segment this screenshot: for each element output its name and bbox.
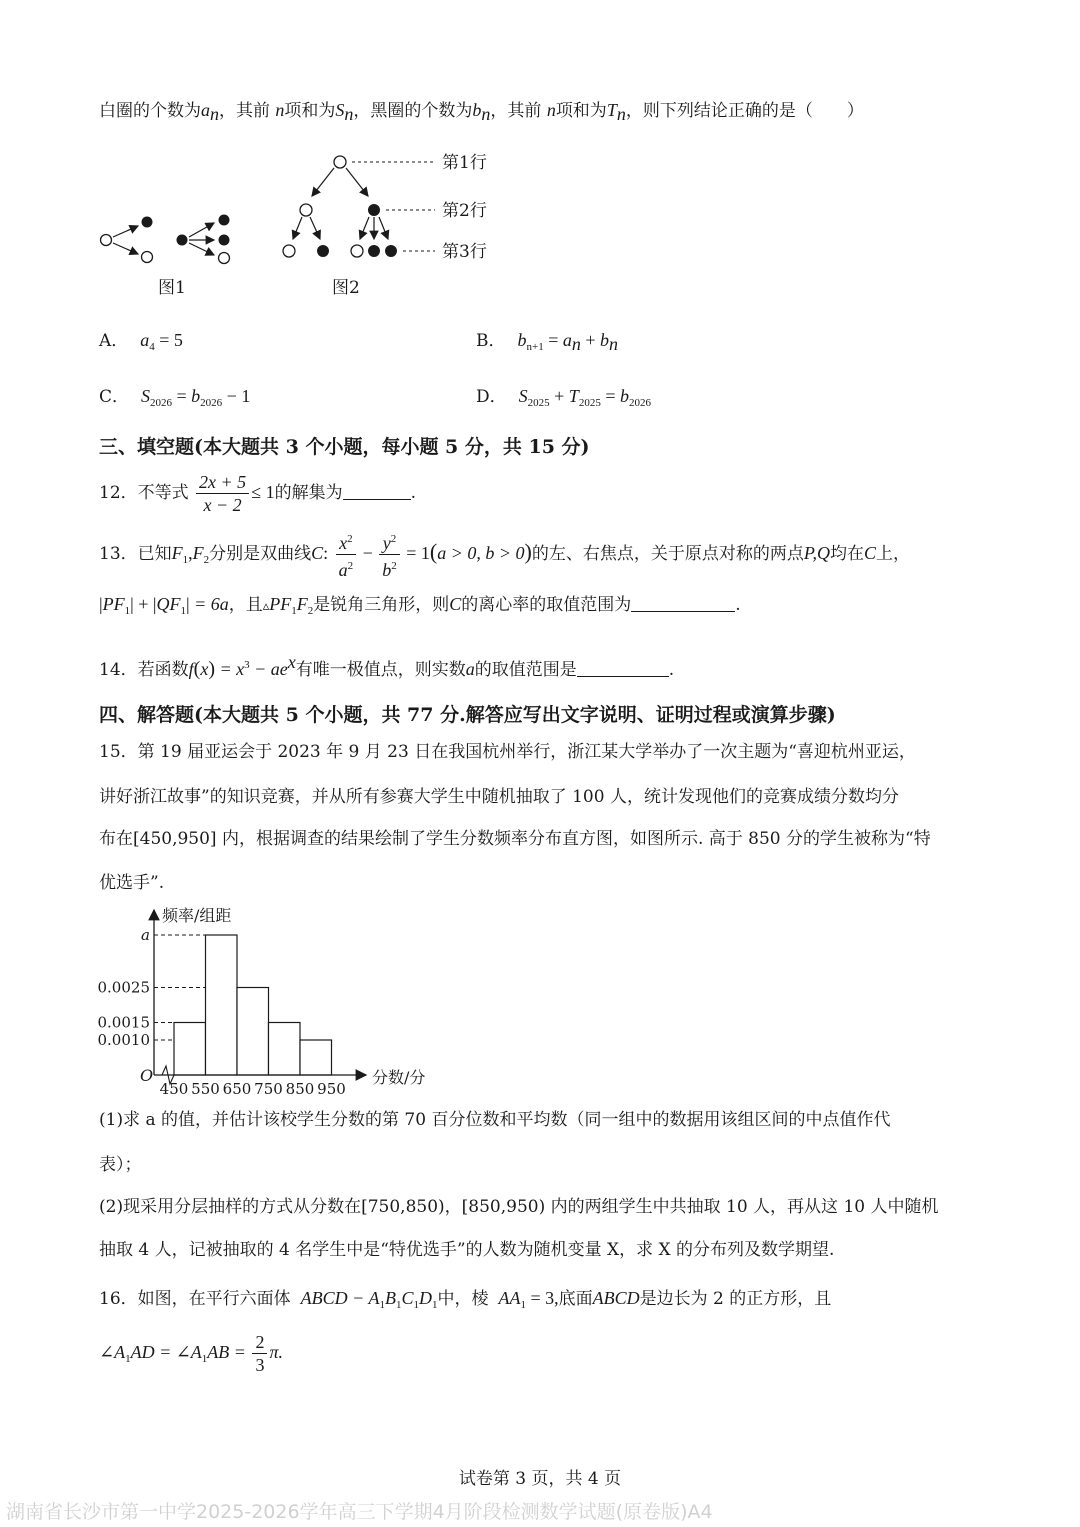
white-circle xyxy=(142,252,153,263)
q13-end: . xyxy=(735,595,741,615)
math-var: PF xyxy=(269,594,292,614)
q15-line-1: 15．第 19 届亚运会于 2023 年 9 月 23 日在我国杭州举行，浙江某大学举办了一次主题为“喜迎杭州亚运， xyxy=(99,742,916,762)
x-tick-label: 550 xyxy=(191,1080,220,1098)
q15-part2-line-2: 抽取 4 人，记被抽取的 4 名学生中是“特优选手”的人数为随机变量 X，求 X 的分布列及数学期望. xyxy=(99,1240,835,1260)
math-sub: 2025 xyxy=(578,397,601,409)
figure-2-diagram xyxy=(283,156,435,257)
q16-text: 底面 xyxy=(558,1289,593,1309)
math-var: F xyxy=(192,543,204,563)
math-var: a xyxy=(562,330,572,350)
q14-text: 的取值范围是 xyxy=(474,660,577,680)
q11-var-a: a xyxy=(201,100,210,120)
figure-1-label: 图1 xyxy=(158,278,186,298)
q14-end: . xyxy=(668,660,675,680)
y-tick-label: 0.0025 xyxy=(97,978,150,997)
x-tick-label: 450 xyxy=(159,1080,189,1098)
fraction-numerator: y xyxy=(382,533,391,553)
math-sub: 1 xyxy=(431,1299,438,1311)
math-rhs: = 5 xyxy=(154,330,183,350)
math-var: C xyxy=(311,543,324,563)
x-tick-label: 950 xyxy=(317,1080,346,1098)
math-sub: 2026 xyxy=(200,397,223,409)
q15-line-3: 布在[450,950] 内，根据调查的结果绘制了学生分数频率分布直方图，如图所示. 高于 850 分的学生被称为“特 xyxy=(99,829,931,849)
math-sub: 2026 xyxy=(628,397,651,409)
math-sub: 1 xyxy=(182,554,189,566)
y-tick-label: a xyxy=(141,926,150,944)
q13-condition: a > 0, b > 0 xyxy=(437,543,525,563)
math-op: = xyxy=(172,386,192,406)
black-circle xyxy=(142,217,153,228)
math-var: C xyxy=(449,594,462,614)
section-4-title: 四、解答题(本大题共 5 个小题，共 77 分.解答应写出文字说明、证明过程或演算步骤) xyxy=(99,704,836,726)
q11-text: ，黑圈的个数为 xyxy=(353,101,473,121)
math-var: b xyxy=(517,330,527,350)
q13-text: 上， xyxy=(876,544,911,564)
section-3-title: 三、填空题(本大题共 3 个小题，每小题 5 分，共 15 分) xyxy=(99,436,590,458)
math-sub: 1 xyxy=(125,1353,131,1365)
q13-label: 13．已知 xyxy=(99,544,172,564)
math-var: F xyxy=(171,543,183,563)
math-var: ABCD xyxy=(592,1288,640,1308)
q14-text: 有唯一极值点，则实数 xyxy=(295,660,466,680)
question-13-line-1: 13．已知$F_1,F_2$分别是双曲线C: $\frac{x^2}{a^2}$ − $\frac{y^2}{b^2}$ = 1(a > 0, b > 0)的左、右焦点，关于原点对称的两点P,Q均在C上， xyxy=(99,528,910,582)
math-op: + xyxy=(580,330,601,350)
math-sup: 2 xyxy=(391,560,397,572)
fraction-denominator: x − 2 xyxy=(203,495,242,515)
histogram-bars xyxy=(174,935,332,1075)
triangle-symbol: ▵ xyxy=(262,599,270,614)
black-circle xyxy=(368,204,380,216)
white-circle xyxy=(283,245,295,257)
histogram-bar-450-550 xyxy=(174,1023,206,1076)
q16-text: 中，棱 xyxy=(437,1289,489,1309)
option-label: A． xyxy=(99,331,129,351)
black-circle xyxy=(385,245,397,257)
x-tick-label: 750 xyxy=(254,1080,283,1098)
black-circle xyxy=(317,245,329,257)
math-expr: AB = xyxy=(207,1342,251,1362)
row-2-label: 第2行 xyxy=(442,201,487,221)
math-sup: 3 xyxy=(244,659,250,671)
math-var: S xyxy=(518,386,528,406)
black-circle xyxy=(368,245,380,257)
origin-label: O xyxy=(140,1066,154,1085)
y-axis-label: 频率/组距 xyxy=(162,906,232,925)
q15-part1-line-2: 表）； xyxy=(99,1155,142,1175)
question-13-line-2: $|PF_1| + |QF_1| = 6a$，且$▵PF_1F_2$是锐角三角形，则C的离心率的取值范围为 . xyxy=(99,594,741,617)
x-tick-label: 650 xyxy=(222,1080,252,1098)
math-expr: = x xyxy=(215,659,245,679)
math-sup: 2 xyxy=(390,533,397,545)
q11-text: 白圈的个数为 xyxy=(99,101,201,121)
frequency-histogram xyxy=(96,900,426,1098)
white-circle xyxy=(219,253,230,264)
math-var: AA xyxy=(498,1288,521,1308)
figure-1-diagram xyxy=(101,215,230,264)
q12-label: 12．不等式 xyxy=(99,483,189,503)
q15-part2-line-1: (2)现采用分层抽样的方式从分数在[750,850)，[850,950) 内的两组学生中共抽取 10 人，再从这 10 人中随机 xyxy=(99,1197,939,1217)
q12-relation: ≤ 1 xyxy=(251,482,275,502)
q11-sub: n xyxy=(616,104,626,124)
histogram-bar-650-750 xyxy=(237,988,269,1076)
math-sub: n xyxy=(609,334,619,354)
q13-text: 的离心率的取值范围为 xyxy=(461,595,632,615)
math-sub: 1 xyxy=(124,605,131,617)
math-op: − xyxy=(358,543,378,563)
answer-blank xyxy=(577,659,669,677)
q16-label: 16．如图，在平行六面体 xyxy=(99,1289,291,1309)
fraction-denominator: 3 xyxy=(255,1355,265,1375)
circle-tree-figure xyxy=(90,140,510,310)
math-op: = xyxy=(543,330,563,350)
q14-label: 14．若函数 xyxy=(99,660,189,680)
math-var: C xyxy=(864,543,877,563)
math-op: + xyxy=(133,594,153,614)
math-sub: 1 xyxy=(395,1299,402,1311)
math-op: = xyxy=(600,386,620,406)
math-sub: 1 xyxy=(180,605,186,617)
histogram-bar-550-650 xyxy=(206,935,238,1075)
q11-text: 项和为 xyxy=(284,101,336,121)
q11-text: ，其前 xyxy=(490,101,542,121)
histogram-bar-750-850 xyxy=(269,1023,301,1076)
math-sub: 4 xyxy=(149,341,155,353)
math-sub: 2 xyxy=(203,554,210,566)
q16-fraction xyxy=(252,1331,267,1376)
q13-text: 分别是双曲线 xyxy=(209,544,312,564)
q13-text: 是锐角三角形，则 xyxy=(313,595,450,615)
math-var: C xyxy=(401,1288,414,1308)
white-circle xyxy=(351,245,363,257)
q13-text: ，且 xyxy=(228,595,263,615)
fraction-denominator: a xyxy=(338,560,348,580)
q13-fraction-x xyxy=(336,528,357,581)
fraction-numerator: 2x + 5 xyxy=(196,471,249,494)
math-expr: π. xyxy=(269,1342,283,1362)
math-var: a xyxy=(140,330,150,350)
math-op: : xyxy=(323,543,329,563)
fraction-numerator: 2 xyxy=(252,1331,267,1354)
math-sub: 1 xyxy=(379,1299,385,1311)
option-d xyxy=(476,382,651,409)
math-expr: ABCD − A xyxy=(300,1288,380,1308)
q11-text: ，则下列结论正确的是（ ） xyxy=(625,101,864,121)
white-circle xyxy=(334,156,346,168)
math-expr: AD = ∠A xyxy=(130,1342,202,1362)
math-expr: ∠A xyxy=(99,1342,126,1362)
q11-var-n: n xyxy=(546,100,556,120)
document-watermark: 湖南省长沙市第一中学2025-2026学年高三下学期4月阶段检测数学试题(原卷版)A4 xyxy=(6,1501,713,1523)
q12-fraction xyxy=(196,471,249,516)
q13-text: 均在 xyxy=(830,544,865,564)
option-a xyxy=(99,326,183,353)
question-16-line-1 xyxy=(99,1286,831,1317)
math-var: b xyxy=(600,330,610,350)
q11-sub: n xyxy=(481,104,491,124)
math-var: P,Q xyxy=(803,543,831,563)
question-16-line-2 xyxy=(99,1330,283,1381)
math-sup: 2 xyxy=(347,533,353,545)
figure-2-label: 图2 xyxy=(332,278,360,298)
q11-intro-line xyxy=(99,98,864,126)
math-expr: − ae xyxy=(249,659,288,679)
math-sub: 1 xyxy=(520,1299,526,1311)
white-circle xyxy=(300,204,312,216)
q13-fraction-y xyxy=(379,528,400,581)
answer-blank xyxy=(343,482,411,500)
x-axis-label: 分数/分 xyxy=(372,1068,426,1087)
option-b xyxy=(476,326,618,355)
question-12 xyxy=(99,470,416,516)
question-14: 14．若函数$f(x) = x^3 - ae^x$有唯一极值点，则实数a的取值范围是 . xyxy=(99,652,675,680)
math-var: T xyxy=(568,386,579,406)
black-circle xyxy=(177,235,188,246)
option-label: C． xyxy=(99,387,130,407)
q15-line-2: 讲好浙江故事”的知识竞赛，并从所有参赛大学生中随机抽取了 100 人，统计发现他们的竞赛成绩分数均分 xyxy=(99,787,899,807)
x-tick-label: 850 xyxy=(285,1080,315,1098)
q15-line-4: 优选手”. xyxy=(99,873,165,893)
q11-var-T: T xyxy=(606,100,617,120)
math-op: , xyxy=(188,543,193,563)
math-expr: = 6a xyxy=(189,594,229,614)
math-var: S xyxy=(141,386,151,406)
math-op: = 1 xyxy=(401,543,430,563)
page-footer: 试卷第 3 页，共 4 页 xyxy=(458,1469,622,1489)
y-tick-label: 0.0010 xyxy=(97,1031,150,1049)
fraction-denominator: b xyxy=(382,560,392,580)
math-var: B xyxy=(384,1288,396,1308)
q15-part1-line-1: (1)求 a 的值，并估计该校学生分数的第 70 百分位数和平均数（同一组中的数据用该组区间的中点值作代 xyxy=(99,1110,891,1130)
math-sub: 2025 xyxy=(527,397,550,409)
q16-text: 是边长为 2 的正方形，且 xyxy=(639,1289,832,1309)
math-op: − 1 xyxy=(222,386,251,406)
math-var: b xyxy=(619,386,629,406)
math-sub: 2 xyxy=(307,605,314,617)
q11-var-b: b xyxy=(472,100,482,120)
row-1-label: 第1行 xyxy=(442,153,487,173)
q12-end: . xyxy=(410,483,416,503)
q11-sub: n xyxy=(210,104,219,124)
math-var: x xyxy=(200,659,209,679)
math-sup: 2 xyxy=(347,560,354,572)
black-circle xyxy=(219,215,230,226)
y-tick-labels xyxy=(98,926,151,1049)
math-sub: 1 xyxy=(413,1299,419,1311)
fraction-numerator: x xyxy=(339,533,348,553)
math-var: D xyxy=(418,1288,432,1308)
option-label: B． xyxy=(476,331,506,351)
q11-var-S: S xyxy=(335,100,345,120)
math-sub: 2026 xyxy=(150,397,173,409)
q11-text: 项和为 xyxy=(555,101,607,121)
math-var: F xyxy=(296,594,308,614)
math-sub: n xyxy=(571,334,581,354)
math-sup: x xyxy=(287,652,296,672)
q11-text: ，其前 xyxy=(219,101,270,121)
x-tick-labels xyxy=(160,1080,346,1098)
math-var: QF xyxy=(156,594,181,614)
math-op: = 3, xyxy=(525,1288,559,1308)
answer-blank xyxy=(631,594,735,612)
q11-var-n: n xyxy=(275,100,285,120)
math-var: a xyxy=(465,659,475,679)
row-3-label: 第3行 xyxy=(442,242,487,262)
q13-text: 的左、右焦点，关于原点对称的两点 xyxy=(531,544,804,564)
histogram-bar-850-950 xyxy=(300,1040,332,1075)
math-sub: 1 xyxy=(291,605,297,617)
math-var: b xyxy=(191,386,201,406)
y-tick-label: 0.0015 xyxy=(97,1013,150,1032)
black-circle xyxy=(219,235,230,246)
option-label: D． xyxy=(476,387,507,407)
math-var: f xyxy=(188,659,194,679)
option-c xyxy=(99,382,250,409)
q11-sub: n xyxy=(344,104,354,124)
math-var: PF xyxy=(102,594,125,614)
white-circle xyxy=(101,235,112,246)
math-sub: 1 xyxy=(201,1353,208,1365)
math-op: + xyxy=(549,386,569,406)
q12-text: 的解集为 xyxy=(274,483,343,503)
math-sub: n+1 xyxy=(526,341,544,353)
